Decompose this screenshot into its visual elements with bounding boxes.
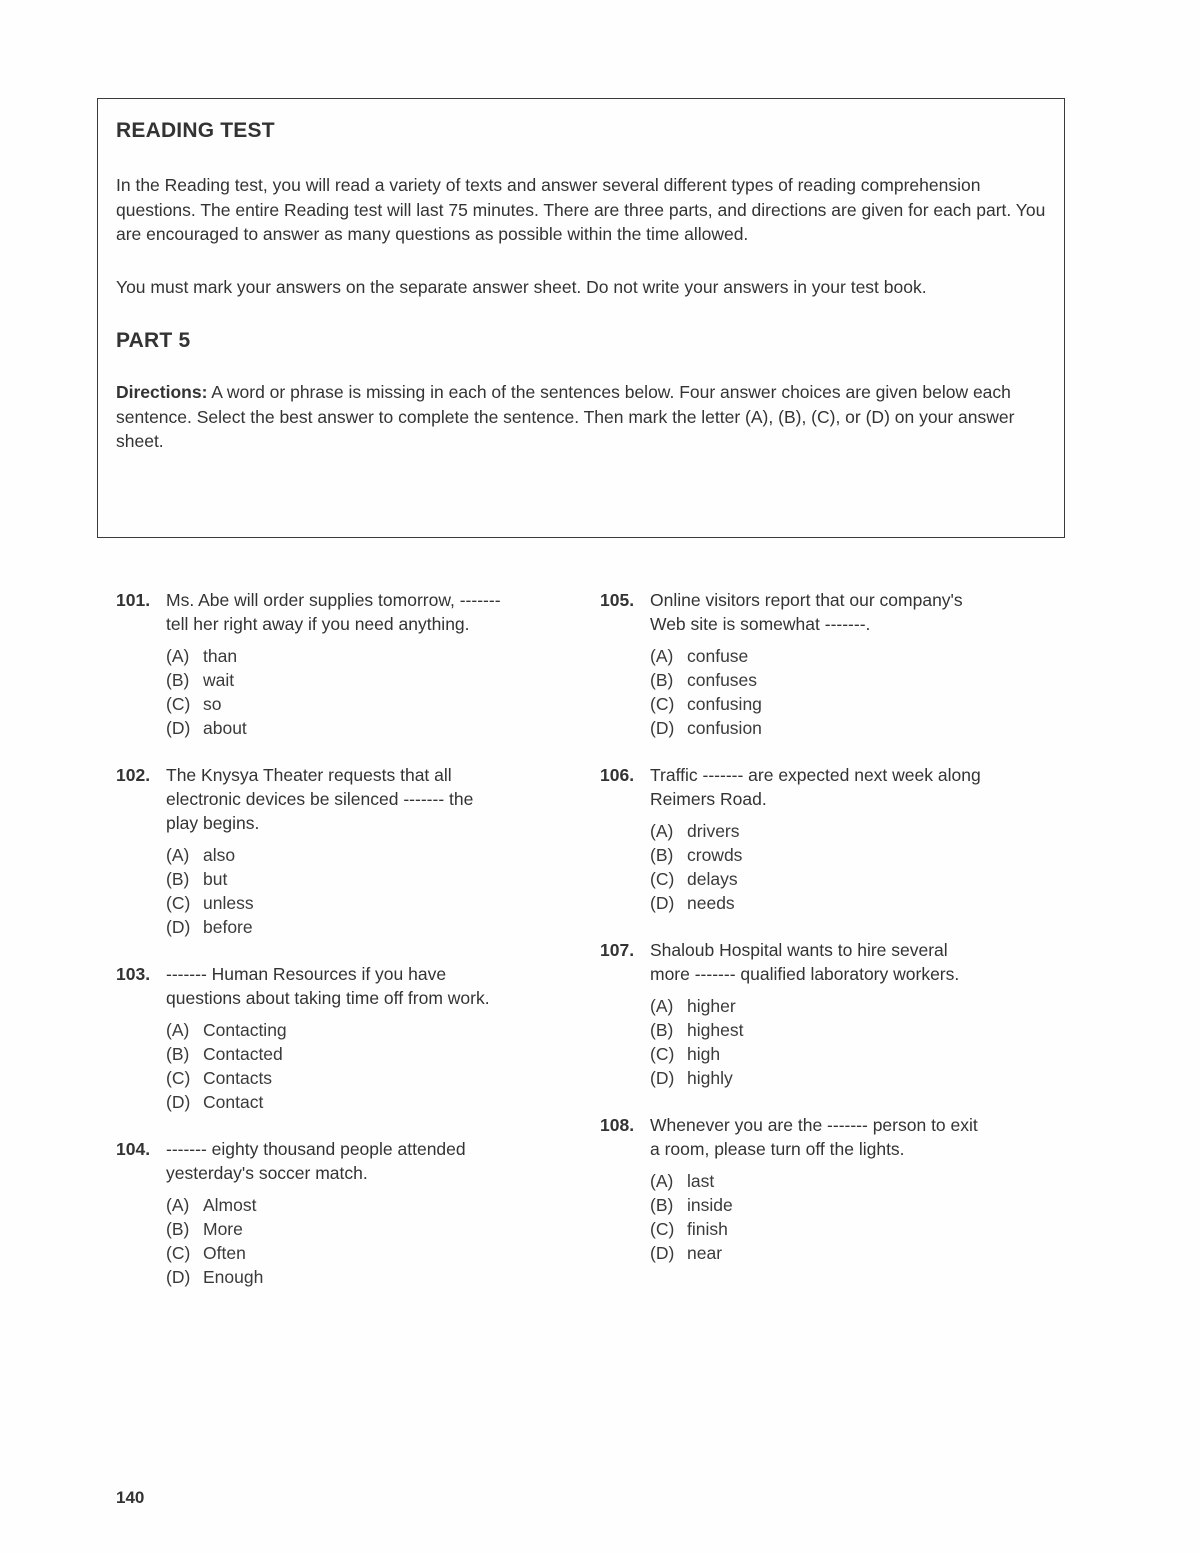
option-d: (D) Contact xyxy=(166,1092,264,1112)
option-a: (A) last xyxy=(650,1171,715,1191)
answer-options xyxy=(650,994,1050,1090)
answer-options xyxy=(166,644,566,740)
questions-left-column xyxy=(116,588,566,1289)
question-number: 107. xyxy=(600,940,635,960)
option-d: (D) about xyxy=(166,718,247,738)
question-101 xyxy=(116,588,566,740)
answer-options xyxy=(166,1018,566,1114)
option-b: (B) highest xyxy=(650,1020,744,1040)
option-d: (D) confusion xyxy=(650,718,762,738)
question-text: Ms. Abe will order supplies tomorrow, ------- tell her right away if you need anything. xyxy=(166,590,501,634)
option-d: (D) Enough xyxy=(166,1267,264,1287)
answer-options xyxy=(650,644,1050,740)
option-c: (C) so xyxy=(166,694,222,714)
instructions-box xyxy=(97,98,1065,538)
option-a: (A) drivers xyxy=(650,821,740,841)
question-108 xyxy=(600,1113,1050,1265)
option-a: (A) Contacting xyxy=(166,1020,287,1040)
option-d: (D) near xyxy=(650,1243,723,1263)
reading-test-title: READING TEST xyxy=(116,119,275,142)
option-a: (A) higher xyxy=(650,996,736,1016)
option-b: (B) Contacted xyxy=(166,1044,283,1064)
option-b: (B) More xyxy=(166,1219,243,1239)
option-d: (D) needs xyxy=(650,893,735,913)
option-b: (B) wait xyxy=(166,670,235,690)
question-number: 106. xyxy=(600,765,635,785)
directions-paragraph xyxy=(116,380,1048,454)
question-number: 101. xyxy=(116,590,151,610)
page-number: 140 xyxy=(116,1488,145,1507)
option-c: (C) unless xyxy=(166,893,254,913)
answer-options xyxy=(166,843,566,939)
directions-label: Directions: xyxy=(116,382,208,402)
question-number: 108. xyxy=(600,1115,635,1135)
answer-options xyxy=(650,1169,1050,1265)
option-a: (A) confuse xyxy=(650,646,749,666)
option-c: (C) Often xyxy=(166,1243,246,1263)
option-c: (C) delays xyxy=(650,869,738,889)
question-text: Shaloub Hospital wants to hire several more ------- qualified laboratory workers. xyxy=(650,940,960,984)
question-number: 104. xyxy=(116,1139,151,1159)
intro-paragraph: In the Reading test, you will read a variety of texts and answer several different types of reading comprehension questions. The entire Reading test will last 75 minutes. There are three parts, and directions are given for each part. You are encouraged to answer as many questions as possible within the time allowed. xyxy=(116,175,1046,244)
question-104 xyxy=(116,1137,566,1289)
question-106 xyxy=(600,763,1050,915)
option-b: (B) but xyxy=(166,869,228,889)
questions-right-column xyxy=(600,588,1050,1265)
question-text: ------- eighty thousand people attended yesterday's soccer match. xyxy=(166,1139,466,1183)
directions-text: A word or phrase is missing in each of the sentences below. Four answer choices are given below each sentence. Select the best answer to complete the sentence. Then mark the letter (A), (B), (C), or (D) on your answer sheet. xyxy=(116,382,1015,451)
question-103 xyxy=(116,962,566,1114)
option-b: (B) inside xyxy=(650,1195,733,1215)
option-d: (D) highly xyxy=(650,1068,733,1088)
question-105 xyxy=(600,588,1050,740)
question-text: ------- Human Resources if you have questions about taking time off from work. xyxy=(166,964,490,1008)
part-title: PART 5 xyxy=(116,329,191,352)
answer-options xyxy=(650,819,1050,915)
question-text: Whenever you are the ------- person to exit a room, please turn off the lights. xyxy=(650,1115,978,1159)
option-a: (A) also xyxy=(166,845,236,865)
option-b: (B) crowds xyxy=(650,845,743,865)
question-text: Traffic ------- are expected next week along Reimers Road. xyxy=(650,765,981,809)
option-c: (C) high xyxy=(650,1044,721,1064)
question-102 xyxy=(116,763,566,939)
answer-options xyxy=(166,1193,566,1289)
option-c: (C) confusing xyxy=(650,694,762,714)
question-number: 103. xyxy=(116,964,151,984)
option-d: (D) before xyxy=(166,917,253,937)
question-text: The Knysya Theater requests that all electronic devices be silenced ------- the play begins. xyxy=(166,765,474,833)
option-c: (C) finish xyxy=(650,1219,728,1239)
question-number: 102. xyxy=(116,765,151,785)
option-b: (B) confuses xyxy=(650,670,758,690)
question-107 xyxy=(600,938,1050,1090)
question-text: Online visitors report that our company's Web site is somewhat -------. xyxy=(650,590,963,634)
question-number: 105. xyxy=(600,590,635,610)
option-a: (A) Almost xyxy=(166,1195,257,1215)
answer-sheet-note: You must mark your answers on the separate answer sheet. Do not write your answers in your test book. xyxy=(116,276,927,297)
option-a: (A) than xyxy=(166,646,238,666)
option-c: (C) Contacts xyxy=(166,1068,273,1088)
